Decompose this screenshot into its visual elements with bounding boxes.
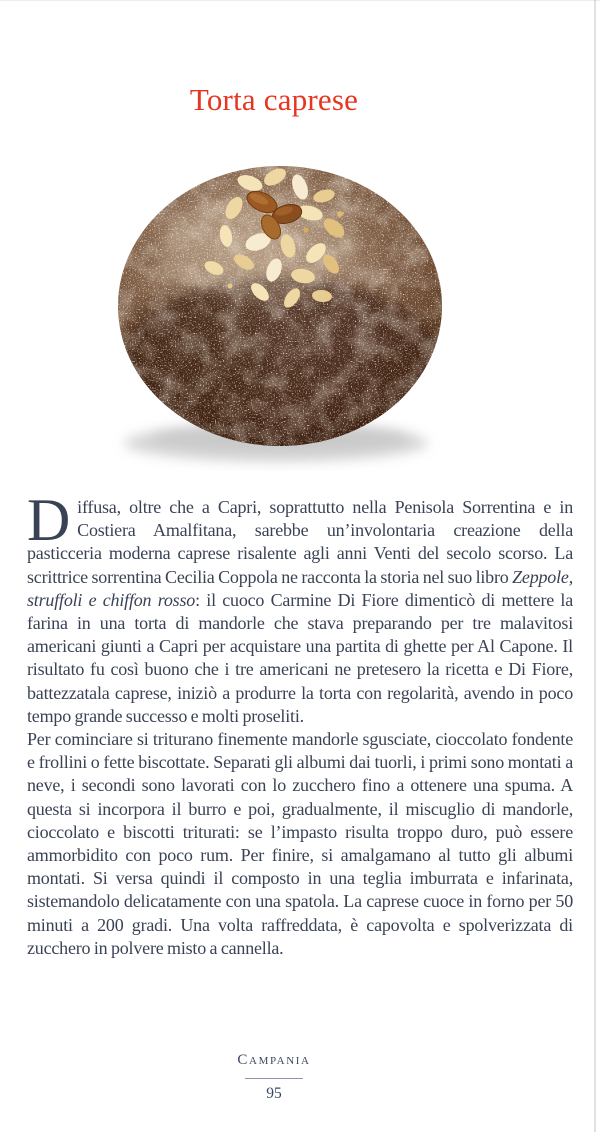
drop-cap: D <box>27 496 71 553</box>
page-title: Torta caprese <box>189 82 359 117</box>
paragraph-history-text-cont: : il cuoco Carmine Di Fiore dimenticò di mettere la farina in una torta di mandorle che stava preparando per tre malavitosi americani giunti a Capri per acquistare una partita di ghette per Al Capone. Il risultato fu così buono che i tre americani ne pretesero la ricetta e Di Fiore, battezzatala caprese, iniziò a produrre la torta con regolarità, avendo in poco tempo grande successo e molti proseliti. <box>27 589 573 726</box>
scan-edge-right <box>594 0 596 1132</box>
page-number: 95 <box>266 1085 282 1102</box>
scan-edge-top <box>0 0 600 1</box>
paragraph-history-text: iffusa, oltre che a Capri, soprattutto nella Penisola Sorrentina e in Costiera Amalfitana, sarebbe un’involontaria creazione della pasticceria moderna caprese risalente agli anni Venti del secolo scorso. La scrittrice sorrentina Cecilia Coppola ne racconta la storia nel suo libro <box>27 497 573 587</box>
region-label: Campania <box>237 1052 311 1068</box>
cake-photo-graphic <box>110 156 450 471</box>
recipe-body-text <box>27 496 573 960</box>
book-title-italic: Zeppole, struffoli e chiffon rosso <box>27 566 573 610</box>
page-footer <box>0 1051 548 1103</box>
paragraph-recipe: Per cominciare si triturano finemente mandorle sgusciate, cioccolato fondente e frollini o fette biscottate. Separati gli albumi dai tuorli, i primi sono montati a neve, i secondi sono lavorati con lo zucchero fino a ottenere una spuma. A questa si incorpora il burro e poi, gradualmente, il miscuglio di mandorle, cioccolato e biscotti triturati: se l’impasto risulta troppo duro, può essere ammorbidito con poco rum. Per finire, si amalgamano al tutto gli albumi montati. Si versa quindi il composto in una teglia imburrata e infarinata, sistemandolo delicatamente con una spatola. La caprese cuoce in forno per 50 minuti a 200 gradi. Una volta raffreddata, è capovolta e spolverizzata di zucchero in polvere misto a cannella. <box>27 729 573 958</box>
paragraph-history <box>27 496 573 728</box>
cake-photo <box>110 156 450 471</box>
footer-rule <box>245 1078 303 1079</box>
